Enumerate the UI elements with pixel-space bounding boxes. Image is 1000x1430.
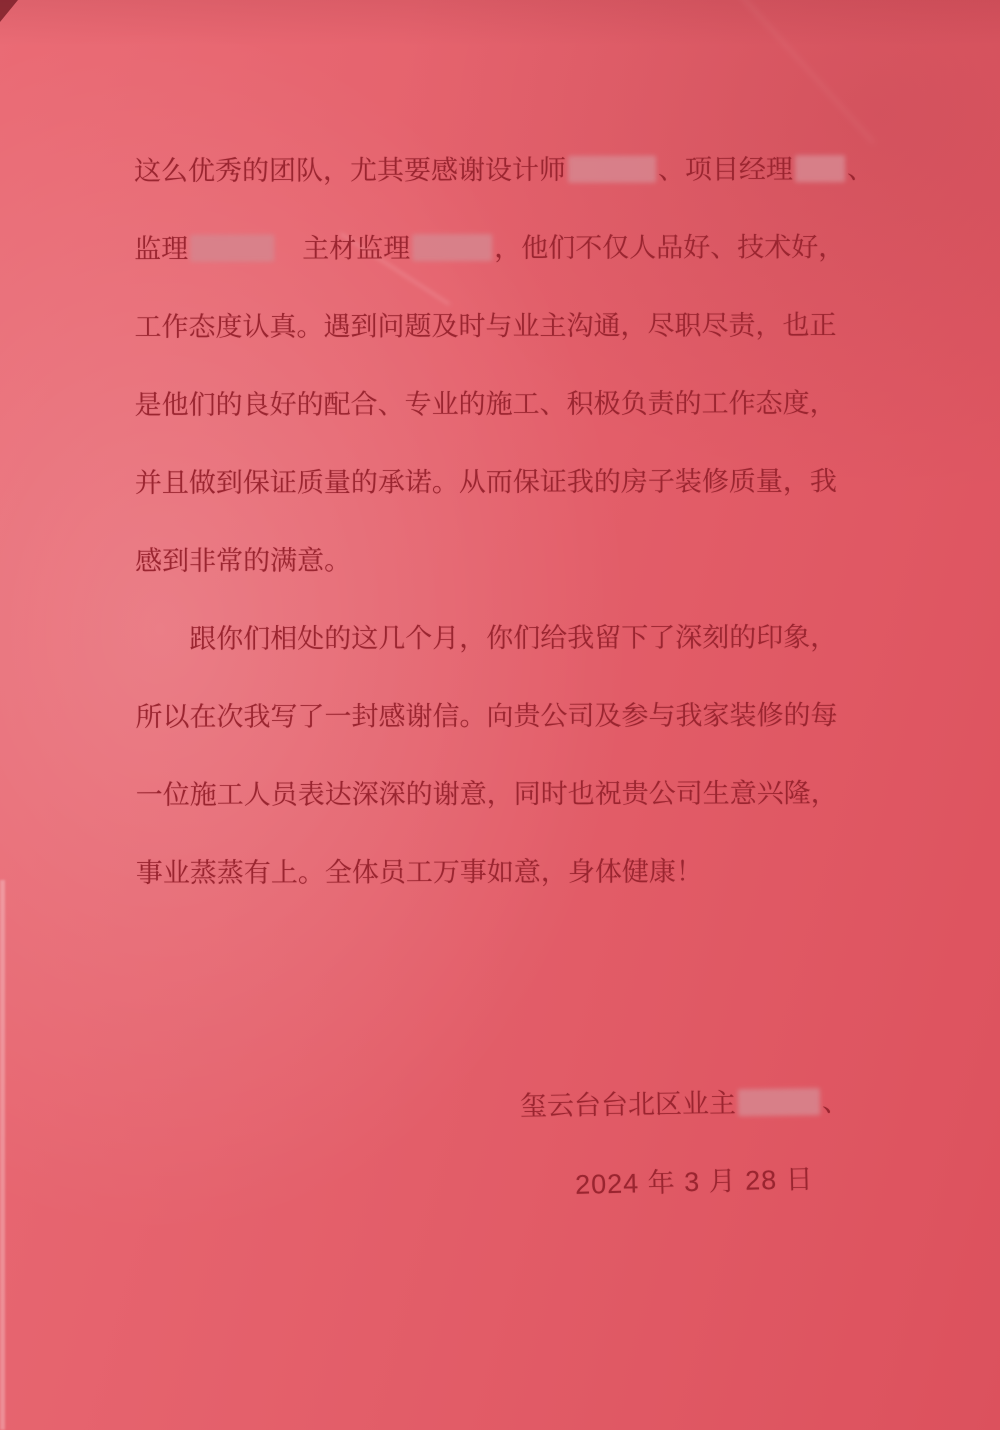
letter-line [135, 381, 895, 461]
redacted-name [795, 155, 845, 182]
letter-line [135, 693, 895, 773]
paper-edge-highlight [0, 880, 5, 1430]
photo-corner-shadow [0, 0, 18, 22]
photo-top-shadow [0, 0, 1000, 46]
letter-line [135, 459, 895, 539]
letter-text: 这么优秀的团队，尤其要感谢设计师 [133, 154, 567, 186]
letter-line [134, 225, 894, 305]
letter-text: 监理 [134, 233, 189, 264]
letter-text: 跟你们相处的这几个月，你们给我留下了深刻的印象， [189, 622, 838, 654]
letter-text: 所以在次我写了一封感谢信。向贵公司及参与我家装修的每 [135, 700, 838, 732]
letter-text: 一位施工人员表达深深的谢意，同时也祝贵公司生意兴隆， [135, 778, 838, 810]
letter-line [136, 771, 896, 851]
letter-text: 、项目经理 [657, 154, 794, 185]
letter-text: 并且做到保证质量的承诺。从而保证我的房子装修质量，我 [134, 466, 837, 498]
letter-text: 、 [821, 1086, 850, 1118]
redacted-name [412, 234, 492, 261]
letter-line [135, 537, 895, 617]
letter-text: 玺云台台北区业主 [519, 1088, 737, 1122]
signature-line [520, 1080, 850, 1124]
letter-line [135, 615, 895, 695]
letter-body [134, 147, 896, 929]
letter-line [134, 147, 894, 227]
letter-text: 感到非常的满意。 [135, 545, 352, 576]
redacted-name [738, 1088, 820, 1116]
letter-text: 是他们的良好的配合、专业的施工、积极负责的工作态度， [134, 388, 837, 420]
letter-line [136, 849, 896, 929]
redacted-name [568, 156, 656, 183]
letter-text: ，他们不仅人品好、技术好， [494, 232, 846, 264]
text-gap [276, 257, 302, 258]
paper-crease [726, 0, 875, 143]
date-line: 2024 年 3 月 28 日 [574, 1164, 815, 1200]
letter-text: 事业蒸蒸有上。全体员工万事如意，身体健康！ [135, 856, 703, 888]
letter-text: 、 [846, 154, 875, 185]
redacted-name [190, 235, 274, 262]
letter-text: 工作态度认真。遇到问题及时与业主沟通，尽职尽责，也正 [134, 310, 837, 342]
letter-text: 主材监理 [302, 233, 411, 264]
letter-line [134, 303, 894, 383]
